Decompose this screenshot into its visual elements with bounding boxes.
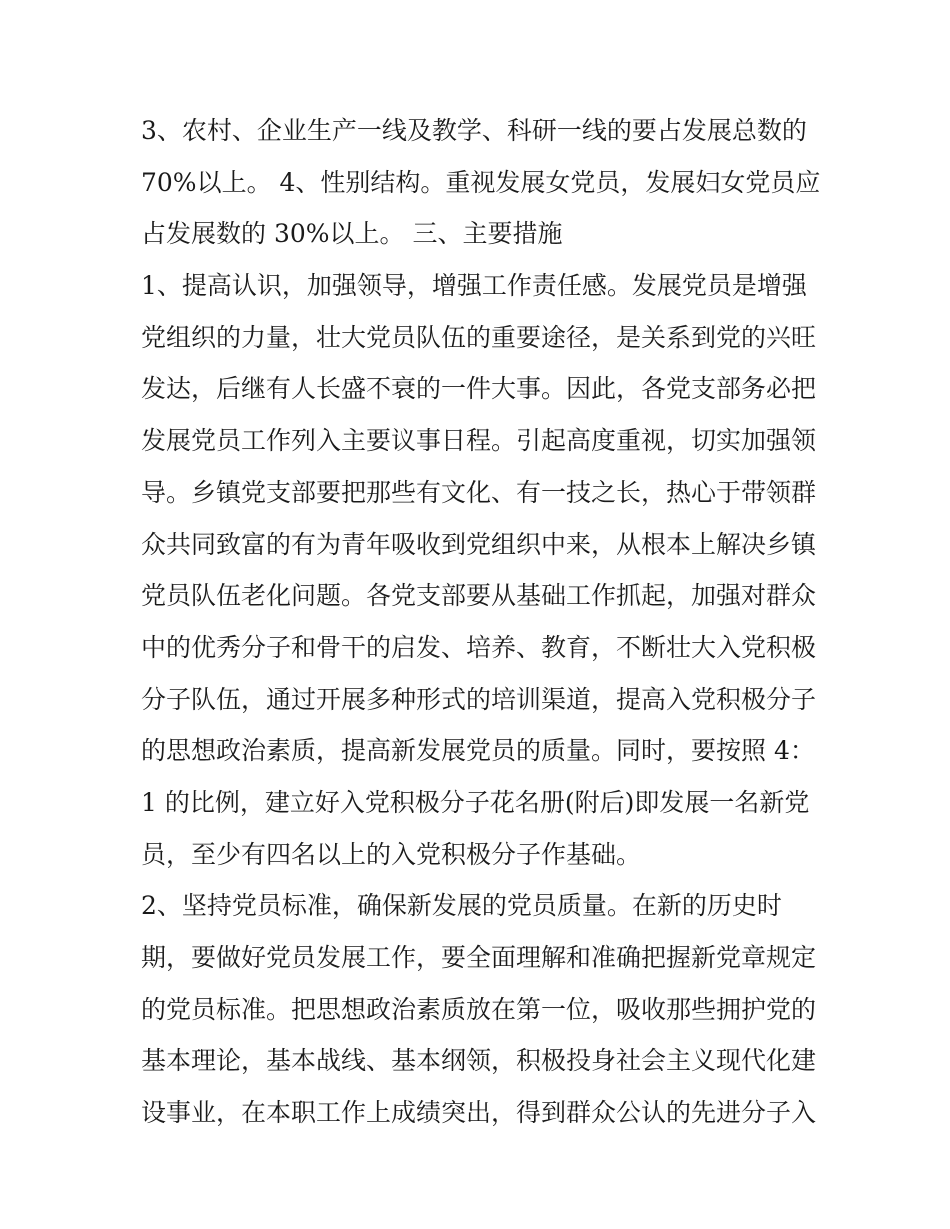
text-line: 导。乡镇党支部要把那些有文化、有一技之长，热心于带领群 [141,477,817,507]
document-body [141,105,821,1139]
text-line: 2、坚持党员标准，确保新发展的党员质量。在新的历史时 [141,891,782,921]
text-line: 党员队伍老化问题。各党支部要从基础工作抓起，加强对群众 [141,581,817,611]
text-line: 中的优秀分子和骨干的启发、培养、教育，不断壮大入党积极 [141,632,817,662]
text-line: 基本理论，基本战线、基本纲领，积极投身社会主义现代化建 [141,1046,817,1076]
text-line: 党组织的力量，壮大党员队伍的重要途径，是关系到党的兴旺 [141,322,817,352]
text-line: 占发展数的 30%以上。 三、主要措施 [141,219,563,249]
text-line: 3、农村、企业生产一线及教学、科研一线的要占发展总数的 [141,116,807,145]
text-line: 发展党员工作列入主要议事日程。引起高度重视，切实加强领 [141,426,817,456]
text-line: 70%以上。 4、性别结构。重视发展女党员，发展妇女党员应 [141,167,821,197]
text-line: 分子队伍，通过开展多种形式的培训渠道，提高入党积极分子 [141,684,817,714]
text-line: 的党员标准。把思想政治素质放在第一位，吸收那些拥护党的 [141,994,817,1024]
text-line: 1、提高认识，加强领导，增强工作责任感。发展党员是增强 [141,271,807,301]
text-line: 众共同致富的有为青年吸收到党组织中来，从根本上解决乡镇 [141,529,817,559]
text-line: 期，要做好党员发展工作，要全面理解和准确把握新党章规定 [141,943,817,972]
text-line: 的思想政治素质，提高新发展党员的质量。同时，要按照 4： [141,736,815,766]
text-line: 员，至少有四名以上的入党积极分子作基础。 [141,839,642,869]
text-line: 设事业，在本职工作上成绩突出，得到群众公认的先进分子入 [141,1098,817,1128]
text-line: 1 的比例，建立好入党积极分子花名册(附后)即发展一名新党 [141,787,810,817]
text-line: 发达，后继有人长盛不衰的一件大事。因此，各党支部务必把 [141,374,817,404]
